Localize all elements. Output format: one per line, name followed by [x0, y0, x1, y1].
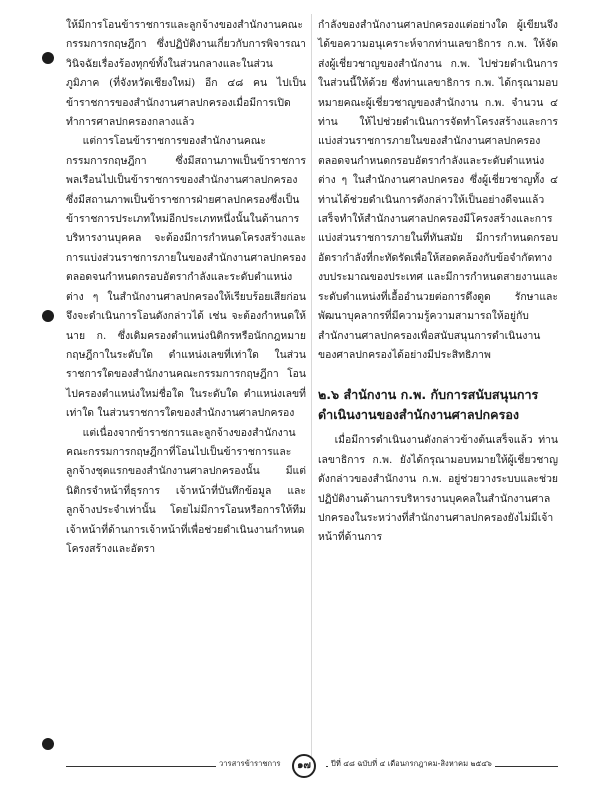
binder-hole-mark: [42, 52, 54, 64]
binder-hole-mark: [42, 310, 54, 322]
column-divider: [311, 14, 312, 758]
paragraph: เมื่อมีการดำเนินงานดังกล่าวข้างต้นเสร็จแล้ว ท่านเลขาธิการ ก.พ. ยังได้กรุณามอบหมายให้ผู้เชี่ยวชาญดังกล่าวของสำนักงาน ก.พ. อยู่ช่วยวางระบบและช่วยปฏิบัติงานด้านการบริหารงานบุคคลในสำนักงานศาลปกครองในระหว่างที่สำนักงานศาลปกครองยังไม่มีเจ้าหน้าที่ด้านการ: [318, 434, 558, 544]
paragraph: แต่เนื่องจากข้าราชการและลูกจ้างของสำนักงานคณะกรรมการกฤษฎีกาที่โอนไปเป็นข้าราชการและลูกจ้างชุดแรกของสำนักงานศาลปกครองนั้น มีแต่นิติกรจำหน้าที่ธุรการ เจ้าหน้าที่บันทึกข้อมูล และลูกจ้างประจำเท่านั้น โดยไม่มีการโอนหรือการให้ทีมเจ้าหน้าที่ด้านการเจ้าหน้าที่เพื่อช่วยดำเนินงานกำหนดโครงสร้างและอัตรา: [66, 426, 306, 555]
right-column: [318, 16, 558, 548]
section-heading: ๒.๖ สำนักงาน ก.พ. กับการสนับสนุนการดำเนินงานของสำนักงานศาลปกครอง: [318, 387, 539, 423]
paragraph: กำลังของสำนักงานศาลปกครองแต่อย่างใด ผู้เขียนจึงได้ขอความอนุเคราะห์จากท่านเลขาธิการ ก.พ. ให้จัดส่งผู้เชี่ยวชาญของสำนักงาน ก.พ. ไปช่วยดำเนินการในส่วนนี้ให้ด้วย ซึ่งท่านเลขาธิการ ก.พ. ได้กรุณามอบหมายคณะผู้เชี่ยวชาญของสำนักงาน ก.พ. จำนวน ๔ ท่าน ให้ไปช่วยดำเนินการจัดทำโครงสร้างและการแบ่งส่วนราชการภายในของสำนักงานศาลปกครอง ตลอดจนกำหนดกรอบอัตรากำลังและระดับตำแหน่งต่าง ๆ ในสำนักงานศาลปกครอง ซึ่งผู้เชี่ยวชาญทั้ง ๔ ท่านได้ช่วยดำเนินการดังกล่าวให้เป็นอย่างดีจนแล้วเสร็จทำให้สำนักงานศาลปกครองมีโครงสร้างและการแบ่งส่วนราชการภายในที่ทันสมัย มีการกำหนดกรอบอัตรากำลังที่กะทัดรัดเพื่อให้สอดคล้องกับข้อจำกัดทางงบประมาณของประเทศ และมีการกำหนดสายงานและระดับตำแหน่งที่เอื้ออำนวยต่อการดึงดูด รักษาและพัฒนาบุคลากรที่มีความรู้ความสามารถให้อยู่กับสำนักงานศาลปกครองเพื่อสนับสนุนการดำเนินงานของศาลปกครองได้อย่างมีประสิทธิภาพ: [318, 19, 558, 361]
paragraph: แต่การโอนข้าราชการของสำนักงานคณะกรรมการกฤษฎีกา ซึ่งมีสถานภาพเป็นข้าราชการพลเรือนไปเป็นข้าราชการของสำนักงานศาลปกครองซึ่งมีสถานภาพเป็นข้าราชการฝ่ายศาลปกครองซึ่งเป็นข้าราชการประเภทใหม่อีกประเภทหนึ่งนั้นในด้านการบริหารงานบุคคล จะต้องมีการกำหนดโครงสร้างและการแบ่งส่วนราชการภายในของสำนักงานศาลปกครอง ตลอดจนกำหนดกรอบอัตรากำลังและระดับตำแหน่งต่าง ๆ ในสำนักงานศาลปกครองให้เรียบร้อยเสียก่อน จึงจะดำเนินการโอนดังกล่าวได้ เช่น จะต้องกำหนดให้นาย ก. ซึ่งเดิมครองตำแหน่งนิติกรหรือนักกฎหมายกฤษฎีกาในระดับใด ตำแหน่งเลขที่เท่าใด ในส่วนราชการใดของสำนักงานคณะกรรมการกฤษฎีกา โอนไปครองตำแหน่งใหม่ชื่อใด ในระดับใด ตำแหน่งเลขที่เท่าใด ในส่วนราชการใดของสำนักงานศาลปกครอง: [66, 135, 307, 420]
binder-hole-mark: [42, 738, 54, 750]
issue-info: ปีที่ ๔๘ ฉบับที่ ๔ เดือนกรกฎาคม-สิงหาคม ๒๕๔๖: [328, 758, 495, 770]
page-footer: [66, 756, 558, 778]
journal-name: วารสารข้าราชการ: [216, 758, 283, 770]
paragraph: ให้มีการโอนข้าราชการและลูกจ้างของสำนักงานคณะกรรมการกฤษฎีกา ซึ่งปฏิบัติงานเกี่ยวกับการพิจารณาวินิจฉัยเรื่องร้องทุกข์ทั้งในส่วนกลางและในส่วนภูมิภาค (ที่จังหวัดเชียงใหม่) อีก ๔๘ คน ไปเป็นข้าราชการของสำนักงานศาลปกครองเมื่อมีการเปิดทำการศาลปกครองกลางแล้ว: [66, 19, 306, 129]
left-column: [66, 16, 306, 559]
page-number: ๑๗: [292, 754, 316, 778]
